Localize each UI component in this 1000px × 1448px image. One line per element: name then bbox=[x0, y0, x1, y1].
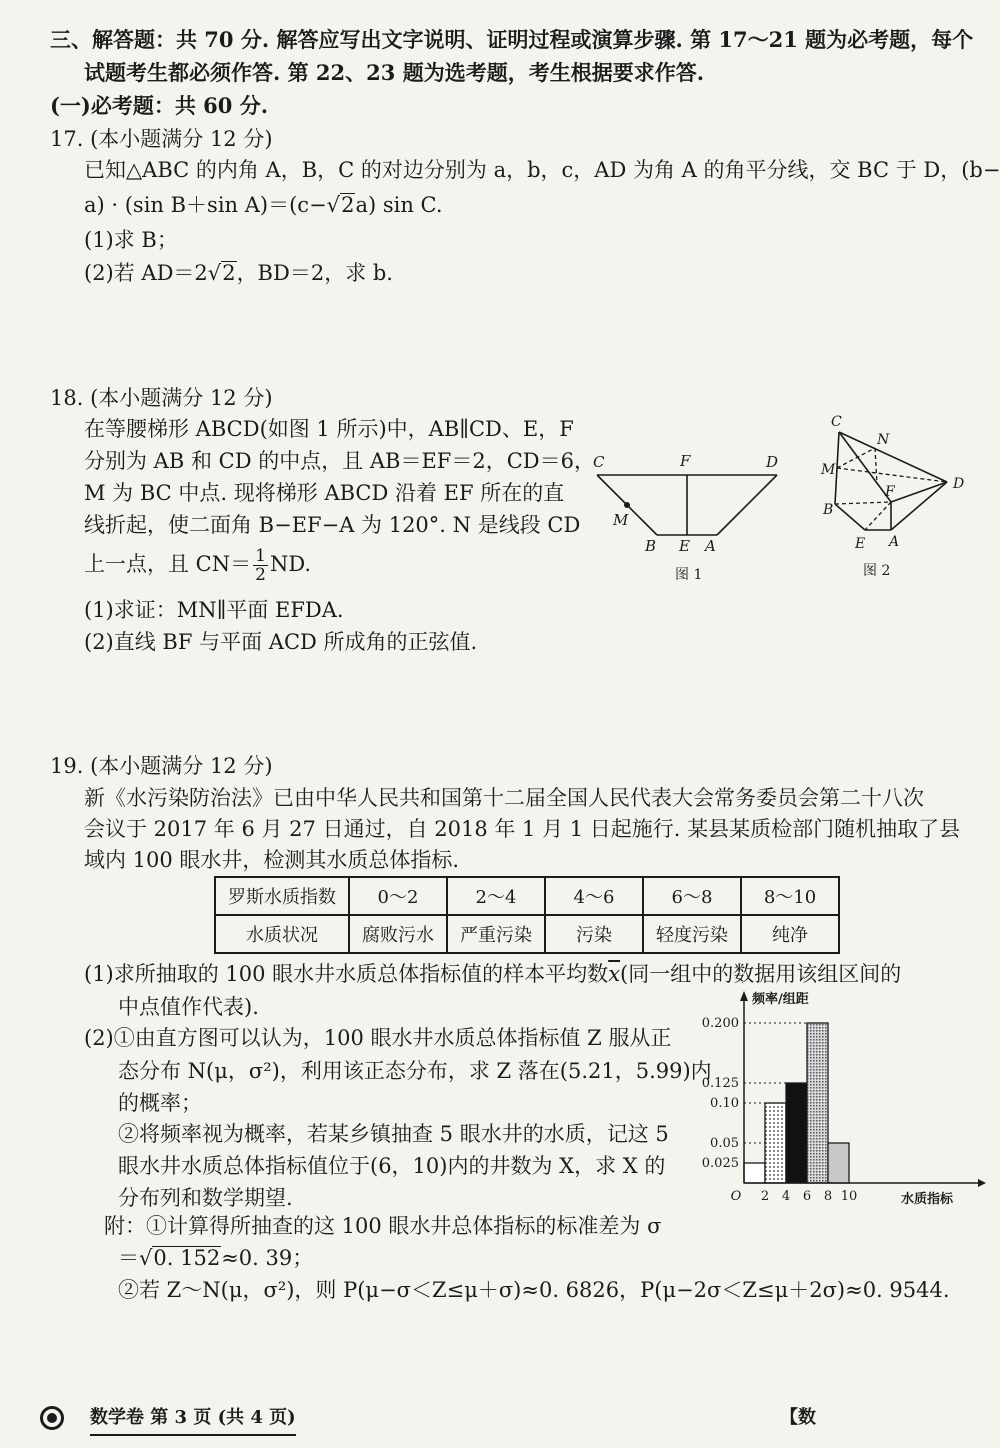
q18-line5 bbox=[84, 547, 311, 584]
q18-title: 18. (本小题满分 12 分) bbox=[50, 386, 273, 410]
q19-note-sqrt: 0. 152 bbox=[153, 1246, 221, 1270]
q19-note-line1: 附：①计算得所抽查的这 100 眼水井总体指标的标准差为 σ bbox=[104, 1214, 662, 1238]
table-cell: 纯净 bbox=[741, 915, 839, 953]
q19-note-line3: ②若 Z～N(μ，σ²)，则 P(μ−σ＜Z≤μ＋σ)≈0. 6826，P(μ−2σ＜Z≤μ＋2σ)≈0. 9544. bbox=[118, 1278, 950, 1302]
q17-part2-b: ，BD＝2，求 b. bbox=[236, 261, 393, 285]
q19-part2-line5: 眼水井水质总体指标值位于(6，10)内的井数为 X，求 X 的 bbox=[118, 1154, 666, 1178]
figure-1-caption: 图 1 bbox=[675, 567, 703, 583]
q19-part1-b: (同一组中的数据用该组区间的 bbox=[620, 962, 902, 986]
figure-2-caption: 图 2 bbox=[863, 563, 891, 579]
label-c: C bbox=[831, 414, 842, 430]
table-cell: 污染 bbox=[545, 915, 643, 953]
q19-part2-line4: ②将频率视为概率，若某乡镇抽查 5 眼水井的水质，记这 5 bbox=[118, 1122, 669, 1146]
q19-part1-line2: 中点值作代表). bbox=[118, 995, 259, 1019]
table-header-cell: 水质状况 bbox=[215, 915, 349, 953]
label-c: C bbox=[593, 453, 605, 471]
q17-line2: a) · (sin B＋sin A)＝(c−√2a) sin C. bbox=[84, 193, 443, 217]
q19-part2-line6: 分布列和数学期望. bbox=[118, 1186, 293, 1210]
q18-part2: (2)直线 BF 与平面 ACD 所成角的正弦值. bbox=[84, 630, 478, 654]
q17-part2-a: (2)若 AD＝2 bbox=[84, 261, 208, 285]
q17-part2-sqrt: 2 bbox=[222, 261, 236, 285]
x-tick-label: O bbox=[730, 1189, 742, 1204]
sub-header: (一)必考题：共 60 分. bbox=[50, 93, 269, 118]
q17-line2-a: a) · (sin B＋sin A)＝(c− bbox=[84, 193, 327, 217]
q17-part1: (1)求 B； bbox=[84, 228, 178, 252]
section-header-line1: 三、解答题：共 70 分. 解答应写出文字说明、证明过程或演算步骤. 第 17～21 题为必考题，每个 bbox=[50, 27, 974, 52]
edge-be bbox=[835, 504, 865, 530]
section-header-line2: 试题考生都必须作答. 第 22、23 题为选考题，考生根据要求作答. bbox=[84, 60, 705, 85]
edge-ad bbox=[891, 482, 947, 530]
x-tick-label: 2 bbox=[760, 1189, 770, 1204]
x-axis-arrow-icon bbox=[978, 1179, 986, 1187]
x-axis-label: 水质指标 bbox=[901, 1192, 954, 1207]
footer-page-label: 数学卷 第 3 页 (共 4 页) bbox=[90, 1404, 296, 1436]
q19-part1-line1 bbox=[84, 960, 901, 988]
q19-line2: 会议于 2017 年 6 月 27 日通过，自 2018 年 1 月 1 日起施行. 某县某质检部门随机抽取了县 bbox=[84, 817, 961, 841]
edge-da bbox=[717, 475, 777, 535]
edge-mn-hidden bbox=[837, 448, 875, 468]
x-tick-label: 6 bbox=[802, 1189, 812, 1204]
q19-part2-line3: 的概率； bbox=[118, 1091, 202, 1115]
q19-note-line2: ＝√0. 152≈0. 39； bbox=[118, 1246, 314, 1270]
table-row bbox=[215, 877, 839, 915]
y-axis-arrow-icon bbox=[740, 991, 748, 1001]
q18-line3: M 为 BC 中点. 现将梯形 ABCD 沿着 EF 所在的直 bbox=[84, 481, 565, 505]
footer-right-label: 【数 bbox=[780, 1407, 816, 1428]
edge-fd bbox=[891, 482, 947, 502]
x-tick-label: 10 bbox=[840, 1189, 858, 1204]
page-footer bbox=[40, 1400, 970, 1440]
q18-frac-num: 1 bbox=[255, 546, 266, 566]
footer-logo-icon-inner bbox=[47, 1413, 57, 1423]
x-tick-label: 8 bbox=[823, 1189, 833, 1204]
q18-line5-a: 上一点，且 CN＝ bbox=[84, 552, 252, 576]
q18-line1: 在等腰梯形 ABCD(如图 1 所示)中，AB∥CD、E，F bbox=[84, 417, 574, 441]
table-cell: 轻度污染 bbox=[643, 915, 741, 953]
label-a: A bbox=[889, 534, 900, 550]
y-tick-label: 0.125 bbox=[701, 1076, 739, 1091]
histogram-bar bbox=[765, 1103, 786, 1183]
label-b: B bbox=[645, 537, 657, 555]
figure-1-trapezoid bbox=[585, 445, 795, 590]
label-n: N bbox=[877, 432, 890, 448]
table-cell: 8～10 bbox=[741, 877, 839, 915]
table-cell: 6～8 bbox=[643, 877, 741, 915]
q18-fraction bbox=[253, 547, 268, 584]
label-m: M bbox=[821, 462, 836, 478]
xbar-symbol: $\overline{x}$ bbox=[608, 962, 621, 986]
q18-line5-b: ND. bbox=[269, 552, 312, 576]
table-cell: 腐败污水 bbox=[349, 915, 447, 953]
water-quality-table bbox=[214, 876, 840, 954]
x-tick-label: 4 bbox=[781, 1189, 791, 1204]
table-cell: 2～4 bbox=[447, 877, 545, 915]
q18-line2: 分别为 AB 和 CD 的中点，且 AB＝EF＝2，CD＝6， bbox=[84, 449, 596, 473]
point-m bbox=[624, 502, 630, 508]
histogram bbox=[696, 985, 986, 1215]
q17-line2-b: a) sin C. bbox=[355, 193, 443, 217]
label-f: F bbox=[885, 484, 895, 500]
label-f: F bbox=[680, 452, 691, 470]
y-axis-label: 频率/组距 bbox=[752, 992, 809, 1007]
q17-part2: (2)若 AD＝2√2，BD＝2，求 b. bbox=[84, 261, 393, 285]
q19-line3: 域内 100 眼水井，检测其水质总体指标. bbox=[84, 848, 460, 872]
y-tick-label: 0.025 bbox=[701, 1156, 739, 1171]
q17-line1: 已知△ABC 的内角 A，B，C 的对边分别为 a，b，c，AD 为角 A 的角平分线，交 BC 于 D，(b− bbox=[84, 158, 1000, 182]
q19-line1: 新《水污染防治法》已由中华人民共和国第十二届全国人民代表大会常务委员会第二十八次 bbox=[84, 786, 924, 810]
q19-part2-line2: 态分布 N(μ，σ²)，利用该正态分布，求 Z 落在(5.21，5.99)内 bbox=[118, 1059, 712, 1083]
edge-bf-hidden bbox=[835, 502, 891, 504]
label-a: A bbox=[705, 537, 716, 555]
figure-2-solid bbox=[815, 408, 975, 583]
label-e: E bbox=[855, 536, 866, 552]
q19-note-eq: ＝ bbox=[118, 1246, 139, 1270]
q17-sqrt2: 2 bbox=[341, 193, 355, 217]
histogram-bar bbox=[744, 1163, 765, 1183]
q19-part2-line1: (2)①由直方图可以认为，100 眼水井水质总体指标值 Z 服从正 bbox=[84, 1026, 672, 1050]
q19-title: 19. (本小题满分 12 分) bbox=[50, 754, 273, 778]
q18-part1: (1)求证：MN∥平面 EFDA. bbox=[84, 598, 344, 622]
q17-title: 17. (本小题满分 12 分) bbox=[50, 127, 273, 151]
y-tick-label: 0.05 bbox=[710, 1136, 739, 1151]
table-cell: 0～2 bbox=[349, 877, 447, 915]
y-tick-label: 0.200 bbox=[701, 1016, 739, 1031]
table-header-cell: 罗斯水质指数 bbox=[215, 877, 349, 915]
y-tick-label: 0.10 bbox=[710, 1096, 739, 1111]
table-row bbox=[215, 915, 839, 953]
q18-frac-den: 2 bbox=[255, 565, 266, 585]
q19-part1-a: (1)求所抽取的 100 眼水井水质总体指标值的样本平均数 bbox=[84, 962, 609, 986]
label-d: D bbox=[953, 476, 965, 492]
q18-line4: 线折起，使二面角 B−EF−A 为 120°. N 是线段 CD bbox=[84, 513, 581, 537]
label-b: B bbox=[823, 502, 834, 518]
histogram-bar bbox=[828, 1143, 849, 1183]
edge-fe-hidden bbox=[865, 502, 891, 530]
label-e: E bbox=[679, 537, 690, 555]
histogram-bar bbox=[786, 1083, 807, 1183]
table-cell: 4～6 bbox=[545, 877, 643, 915]
q19-note-approx: ≈0. 39； bbox=[221, 1246, 314, 1270]
label-d: D bbox=[766, 453, 779, 471]
edge-n-hidden bbox=[875, 448, 877, 484]
table-cell: 严重污染 bbox=[447, 915, 545, 953]
label-m: M bbox=[613, 511, 629, 529]
histogram-bar bbox=[807, 1023, 828, 1183]
